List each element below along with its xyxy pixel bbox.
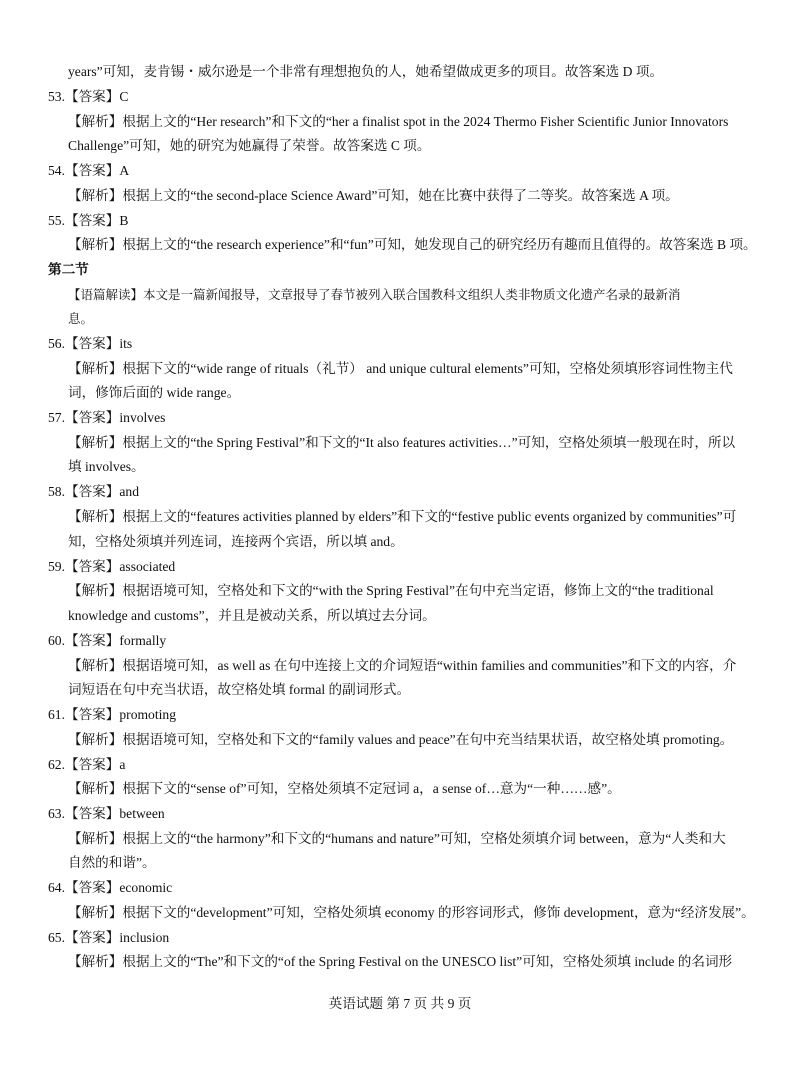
explanation-62: 【解析】根据下文的“sense of”可知，空格处须填不定冠词 a，a sense of…意为“一种……感”。 (68, 781, 621, 796)
explanation-60-line1: 【解析】根据语境可知，as well as 在句中连接上文的介词短语“within families and communities”和下文的内容，介 (68, 658, 737, 673)
explanation-60-line2: 词短语在句中充当状语，故空格处填 formal 的副词形式。 (68, 682, 411, 697)
passage-intro-line2: 息。 (68, 311, 94, 326)
explanation-58-line1: 【解析】根据上文的“features activities planned by elders”和下文的“festive public events organized by communities”可 (68, 509, 737, 524)
page-footer: 英语试题 第 7 页 共 9 页 (328, 996, 472, 1011)
answer-55: 55.【答案】B (48, 213, 129, 228)
answer-64: 64.【答案】economic (48, 880, 173, 895)
answer-58: 58.【答案】and (48, 484, 139, 499)
explanation-63-line2: 自然的和谐”。 (68, 855, 156, 870)
answer-63: 63.【答案】between (48, 806, 165, 821)
explanation-54: 【解析】根据上文的“the second-place Science Award”可知，她在比赛中获得了二等奖。故答案选 A 项。 (68, 188, 679, 203)
explanation-56-line2: 词，修饰后面的 wide range。 (68, 385, 241, 400)
answer-60: 60.【答案】formally (48, 633, 167, 648)
explanation-58-line2: 知，空格处须填并列连词，连接两个宾语，所以填 and。 (68, 534, 404, 549)
explanation-59-line2: knowledge and customs”，并且是被动关系，所以填过去分词。 (68, 608, 436, 623)
answer-54: 54.【答案】A (48, 163, 130, 178)
explanation-64: 【解析】根据下文的“development”可知，空格处须填 economy 的形容词形式，修饰 development，意为“经济发展”。 (68, 905, 755, 920)
answer-65: 65.【答案】inclusion (48, 930, 170, 945)
answer-61: 61.【答案】promoting (48, 707, 177, 722)
explanation-57-line2: 填 involves。 (68, 459, 145, 474)
answer-59: 59.【答案】associated (48, 559, 176, 574)
explanation-56-line1: 【解析】根据下文的“wide range of rituals（礼节） and unique cultural elements”可知，空格处须填形容词性物主代 (68, 361, 733, 376)
explanation-53-line2: Challenge”可知，她的研究为她赢得了荣誉。故答案选 C 项。 (68, 138, 431, 153)
explanation-63-line1: 【解析】根据上文的“the harmony”和下文的“humans and nature”可知，空格处须填介词 between，意为“人类和大 (68, 831, 726, 846)
explanation-61: 【解析】根据语境可知，空格处和下文的“family values and peace”在句中充当结果状语，故空格处填 promoting。 (68, 732, 734, 747)
explanation-57-line1: 【解析】根据上文的“the Spring Festival”和下文的“It also features activities…”可知，空格处须填一般现在时，所以 (68, 435, 736, 450)
explanation-55: 【解析】根据上文的“the research experience”和“fun”可知，她发现自己的研究经历有趣而且值得的。故答案选 B 项。 (68, 237, 757, 252)
answer-53: 53.【答案】C (48, 89, 129, 104)
answer-62: 62.【答案】a (48, 757, 126, 772)
answer-56: 56.【答案】its (48, 336, 133, 351)
passage-intro-line1: 【语篇解读】本文是一篇新闻报导，文章报导了春节被列入联合国教科文组织人类非物质文化遗产名录的最新消 (68, 287, 681, 302)
explanation-53-line1: 【解析】根据上文的“Her research”和下文的“her a finalist spot in the 2024 Thermo Fisher Scientific Junior Innovators (68, 114, 729, 129)
explanation-65: 【解析】根据上文的“The”和下文的“of the Spring Festival on the UNESCO list”可知，空格处须填 include 的名词形 (68, 954, 733, 969)
section-heading: 第二节 (48, 262, 89, 277)
answer-57: 57.【答案】involves (48, 410, 166, 425)
continuation-text: years”可知，麦肯锡・威尔逊是一个非常有理想抱负的人，她希望做成更多的项目。故答案选 D 项。 (68, 64, 664, 79)
explanation-59-line1: 【解析】根据语境可知，空格处和下文的“with the Spring Festival”在句中充当定语，修饰上文的“the traditional (68, 583, 714, 598)
